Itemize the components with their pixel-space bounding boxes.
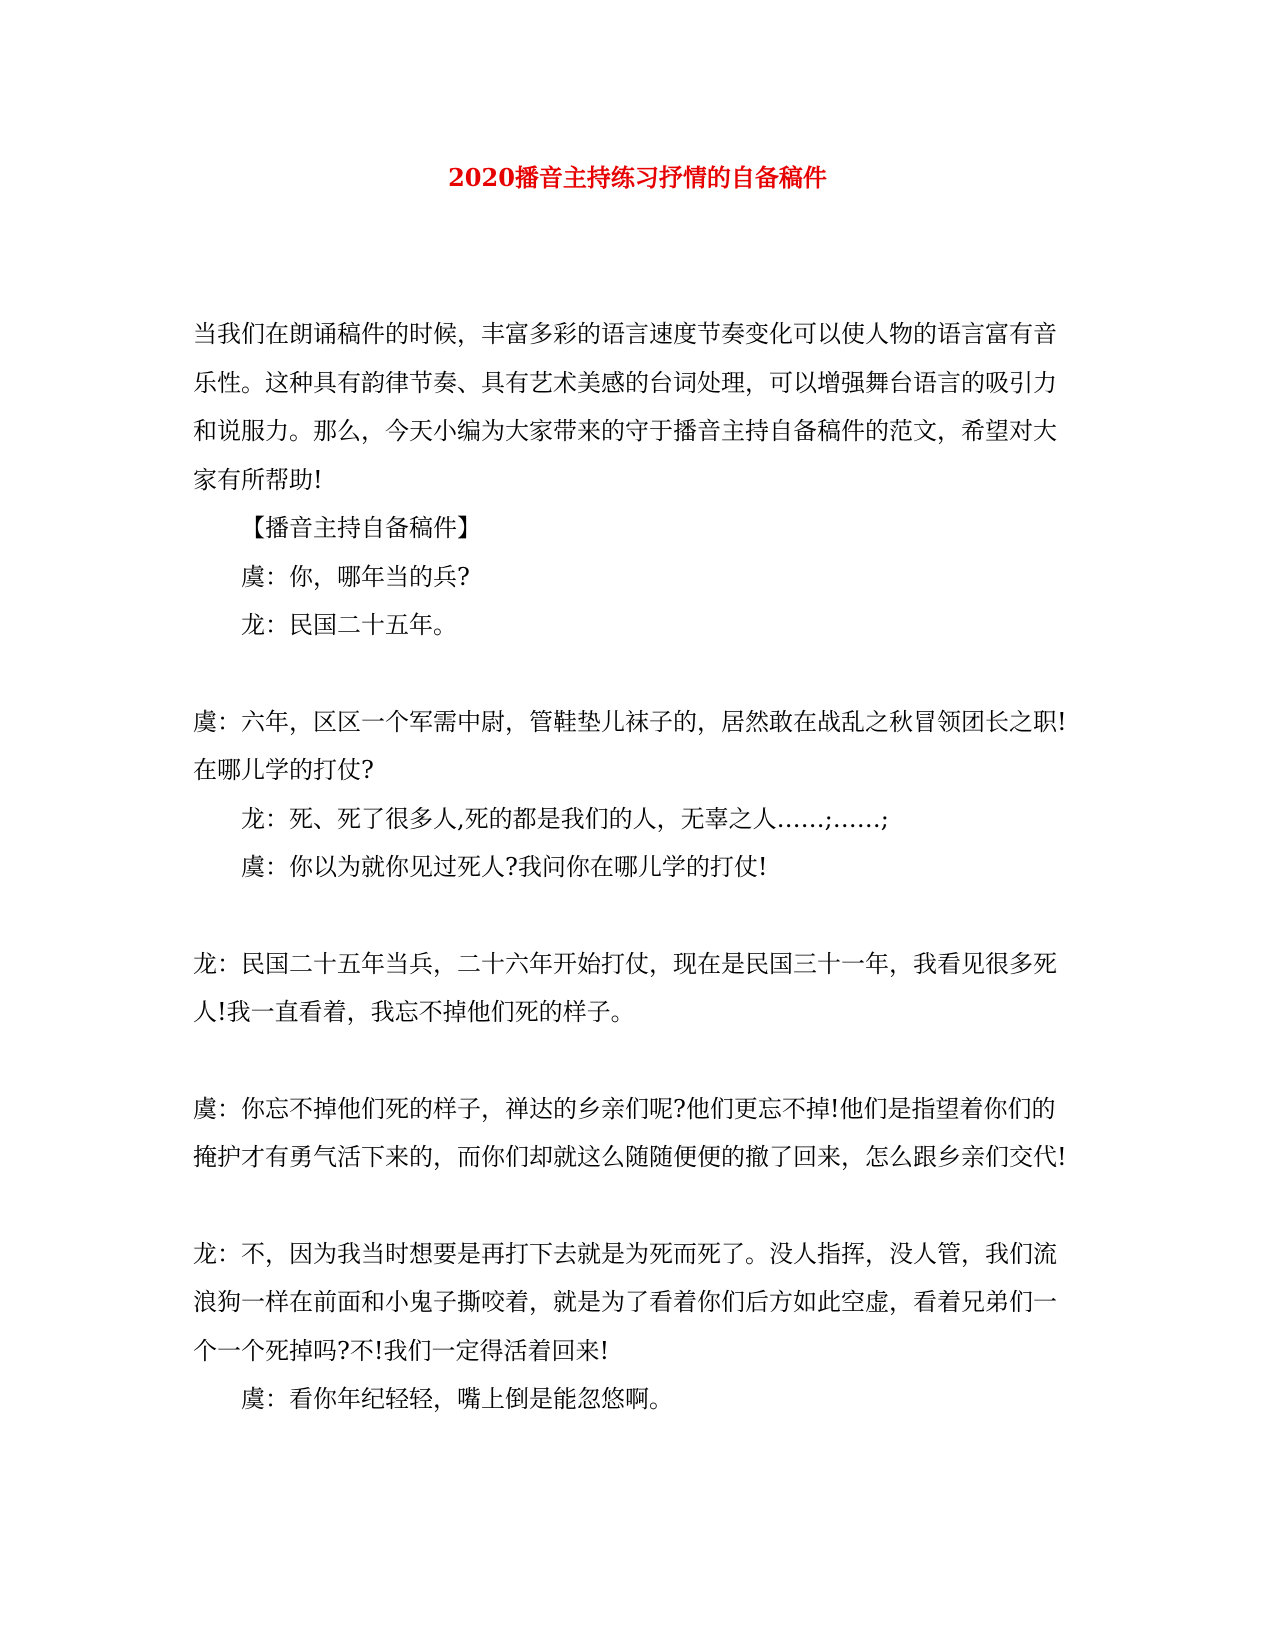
document-body <box>193 310 1073 1424</box>
dialogue-line: 龙：民国二十五年。 <box>241 611 457 639</box>
dialogue-line: 虞：你忘不掉他们死的样子，禅达的乡亲们呢?他们更忘不掉!他们是指望着你们的掩护才有勇气活下来的，而你们却就这么随随便便的撤了回来，怎么跟乡亲们交代! <box>193 1094 1067 1171</box>
section-heading: 【播音主持自备稿件】 <box>241 514 481 542</box>
dialogue-line: 虞：六年，区区一个军需中尉，管鞋垫儿袜子的，居然敢在战乱之秋冒领团长之职!在哪儿学的打仗? <box>193 707 1067 784</box>
intro-paragraph: 当我们在朗诵稿件的时候，丰富多彩的语言速度节奏变化可以使人物的语言富有音乐性。这种具有韵律节奏、具有艺术美感的台词处理，可以增强舞台语言的吸引力和说服力。那么，今天小编为大家带来的守于播音主持自备稿件的范文，希望对大家有所帮助! <box>193 320 1057 494</box>
dialogue-line: 虞：看你年纪轻轻，嘴上倒是能忽悠啊。 <box>241 1385 673 1413</box>
document-title: 2020播音主持练习抒情的自备稿件 <box>448 163 827 192</box>
dialogue-line: 龙：民国二十五年当兵，二十六年开始打仗，现在是民国三十一年，我看见很多死人!我一直看着，我忘不掉他们死的样子。 <box>193 949 1057 1026</box>
dialogue-line: 虞：你，哪年当的兵? <box>241 562 470 591</box>
dialogue-line: 龙：死、死了很多人,死的都是我们的人，无辜之人……;……; <box>241 804 889 833</box>
dialogue-line: 龙：不，因为我当时想要是再打下去就是为死而死了。没人指挥，没人管，我们流浪狗一样在前面和小鬼子撕咬着，就是为了看着你们后方如此空虚，看着兄弟们一个一个死掉吗?不!我们一定得活着回来! <box>193 1239 1057 1365</box>
dialogue-line: 虞：你以为就你见过死人?我问你在哪儿学的打仗! <box>241 853 768 881</box>
